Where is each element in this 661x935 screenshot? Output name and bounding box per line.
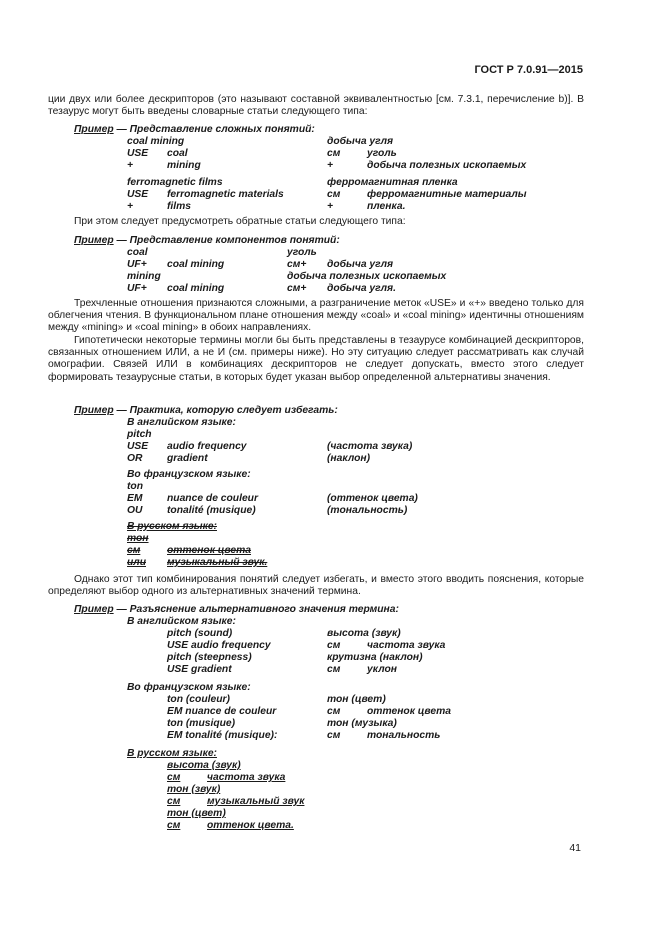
ex1-rel-ru: см [327, 148, 341, 159]
example-label: Пример [74, 124, 114, 135]
ex3-ru-term: тон [127, 533, 149, 544]
ex2-target: coal mining [167, 283, 225, 294]
ex4-russian-heading: В русском языке: [127, 748, 217, 759]
example1-caption [74, 124, 315, 135]
ex4-en-rel-ru: см [327, 664, 341, 675]
ex1-rel: + [127, 201, 134, 212]
ex4-fr-term: ton (couleur) [167, 694, 230, 705]
ex3-en-rel: OR [127, 453, 143, 464]
ex4-ru-term: тон (звук) [167, 784, 221, 795]
ex1-target: ferromagnetic materials [167, 189, 284, 200]
ex3-fr-rel: OU [127, 505, 143, 516]
example2-caption [74, 235, 340, 246]
ex1-target-ru: уголь [367, 148, 397, 159]
ex4-en-term: pitch (steepness) [167, 652, 252, 663]
example3-caption [74, 405, 338, 416]
ex4-en-target-ru: частота звука [367, 640, 446, 651]
ex4-fr-use: EM nuance de couleur [167, 706, 277, 717]
ex2-term: mining [127, 271, 161, 282]
ex1-rel: + [127, 160, 134, 171]
ex4-ru-rel: см [167, 796, 181, 807]
ex4-en-term-ru: высота (звук) [327, 628, 401, 639]
example-label: Пример [74, 604, 114, 615]
ex4-ru-rel: см [167, 820, 181, 831]
ex3-ru-rel: или [127, 557, 146, 568]
example-title: — Разъяснение альтернативного значения термина: [113, 604, 399, 615]
ex1-term-ru: добыча угля [327, 136, 394, 147]
ex3-en-gloss: (частота звука) [327, 441, 413, 452]
ex4-en-rel-ru: см [327, 640, 341, 651]
ex4-en-target-ru: уклон [367, 664, 397, 675]
paragraph-however: Однако этот тип комбинирования понятий следует избегать, и вместо этого вводить пояснения, которые определяют выбор одного из альтернативных значений термина. [48, 574, 584, 598]
ex1-target-ru: добыча полезных ископаемых [367, 160, 527, 171]
ex4-en-use: USE gradient [167, 664, 232, 675]
ex4-en-use: USE audio frequency [167, 640, 271, 651]
ex3-en-target: gradient [167, 453, 208, 464]
example-title: — Практика, которую следует избегать: [113, 405, 338, 416]
ex4-french-heading: Во французском языке: [127, 682, 251, 693]
ex2-term: coal [127, 247, 148, 258]
page-number: 41 [569, 842, 581, 854]
ex3-fr-rel: EM [127, 493, 143, 504]
ex1-term: ferromagnetic films [127, 177, 223, 188]
ex3-ru-rel: см [127, 545, 141, 556]
ex4-fr-rel-ru: см [327, 706, 341, 717]
ex2-rel-ru: см+ [287, 259, 307, 270]
ex4-ru-target: частота звука [207, 772, 286, 783]
example-label: Пример [74, 235, 114, 246]
ex1-term: coal mining [127, 136, 185, 147]
ex4-ru-target: оттенок цвета. [207, 820, 294, 831]
ex3-en-target: audio frequency [167, 441, 247, 452]
example-label: Пример [74, 405, 114, 416]
ex4-fr-target-ru: тональность [367, 730, 441, 741]
ex3-en-term: pitch [127, 429, 152, 440]
ex4-ru-term: тон (цвет) [167, 808, 226, 819]
ex3-english-heading: В английском языке: [127, 417, 236, 428]
ex2-rel: UF+ [127, 259, 147, 270]
ex3-en-gloss: (наклон) [327, 453, 371, 464]
paragraph-hypothetical: Гипотетически некоторые термины могли бы быть представлены в тезаурусе комбинацией дескрипторов, связанных отношением ИЛИ, а не И (см. примеры ниже). Но эту ситуацию следует рассматривать как случай омографии. Связей ИЛИ в комбинациях дескрипторов не следует допускать, вместо этого следует формировать тезаурусные статьи, в которых будет указан выбор определенной альтернативы значения. [48, 335, 584, 383]
ex4-ru-rel: см [167, 772, 181, 783]
ex4-ru-term: высота (звук) [167, 760, 241, 771]
ex1-target: mining [167, 160, 201, 171]
ex2-target: coal mining [167, 259, 225, 270]
paragraph-three-term: Трехчленные отношения признаются сложными, а разграничение меток «USE» и «+» введено только для облегчения чтения. В функциональном плане отношения между «coal» и «coal mining» идентичны отношениям между «mining» и «coal mining» в обоих направлениях. [48, 298, 584, 334]
ex4-fr-term: ton (musique) [167, 718, 236, 729]
ex2-rel-ru: см+ [287, 283, 307, 294]
ex3-fr-term: ton [127, 481, 144, 492]
document-header: ГОСТ Р 7.0.91—2015 [474, 64, 583, 76]
ex1-rel-ru: + [327, 201, 334, 212]
ex4-en-term-ru: крутизна (наклон) [327, 652, 423, 663]
ex1-rel: USE [127, 189, 149, 200]
ex4-fr-term-ru: тон (музыка) [327, 718, 397, 729]
ex3-ru-target: оттенок цвета [167, 545, 252, 556]
ex4-en-term: pitch (sound) [167, 628, 233, 639]
ex1-term-ru: ферромагнитная пленка [327, 177, 458, 188]
example-title: — Представление сложных понятий: [113, 124, 315, 135]
ex3-en-rel: USE [127, 441, 149, 452]
ex3-fr-target: tonalité (musique) [167, 505, 256, 516]
ex4-fr-use: EM tonalité (musique): [167, 730, 278, 741]
ex3-fr-gloss: (оттенок цвета) [327, 493, 418, 504]
ex2-rel: UF+ [127, 283, 147, 294]
example-title: — Представление компонентов понятий: [113, 235, 340, 246]
ex2-target-ru: добыча угля. [327, 283, 396, 294]
ex1-rel: USE [127, 148, 149, 159]
ex3-russian-heading: В русском языке: [127, 521, 217, 532]
ex1-target-ru: пленка. [367, 201, 406, 212]
ex1-target-ru: ферромагнитные материалы [367, 189, 527, 200]
ex1-target: films [167, 201, 192, 212]
example4-caption [74, 604, 399, 615]
ex2-term-ru: добыча полезных ископаемых [287, 271, 447, 282]
ex1-rel-ru: см [327, 189, 341, 200]
ex1-rel-ru: + [327, 160, 334, 171]
ex4-fr-rel-ru: см [327, 730, 341, 741]
ex3-fr-gloss: (тональность) [327, 505, 408, 516]
paragraph-intro: ции двух или более дескрипторов (это называют составной эквивалентностью [см. 7.3.1, перечисление b)]. В тезаурус могут быть введены словарные статьи следующего типа: [48, 94, 584, 118]
ex2-target-ru: добыча угля [327, 259, 394, 270]
ex3-ru-target: музыкальный звук. [167, 557, 268, 568]
paragraph-reverse: При этом следует предусмотреть обратные статьи следующего типа: [74, 216, 406, 227]
ex1-target: coal [167, 148, 188, 159]
ex4-fr-target-ru: оттенок цвета [367, 706, 452, 717]
ex3-french-heading: Во французском языке: [127, 469, 251, 480]
ex2-term-ru: уголь [287, 247, 317, 258]
ex4-english-heading: В английском языке: [127, 616, 236, 627]
ex4-fr-term-ru: тон (цвет) [327, 694, 386, 705]
ex4-ru-target: музыкальный звук [207, 796, 305, 807]
ex3-fr-target: nuance de couleur [167, 493, 258, 504]
